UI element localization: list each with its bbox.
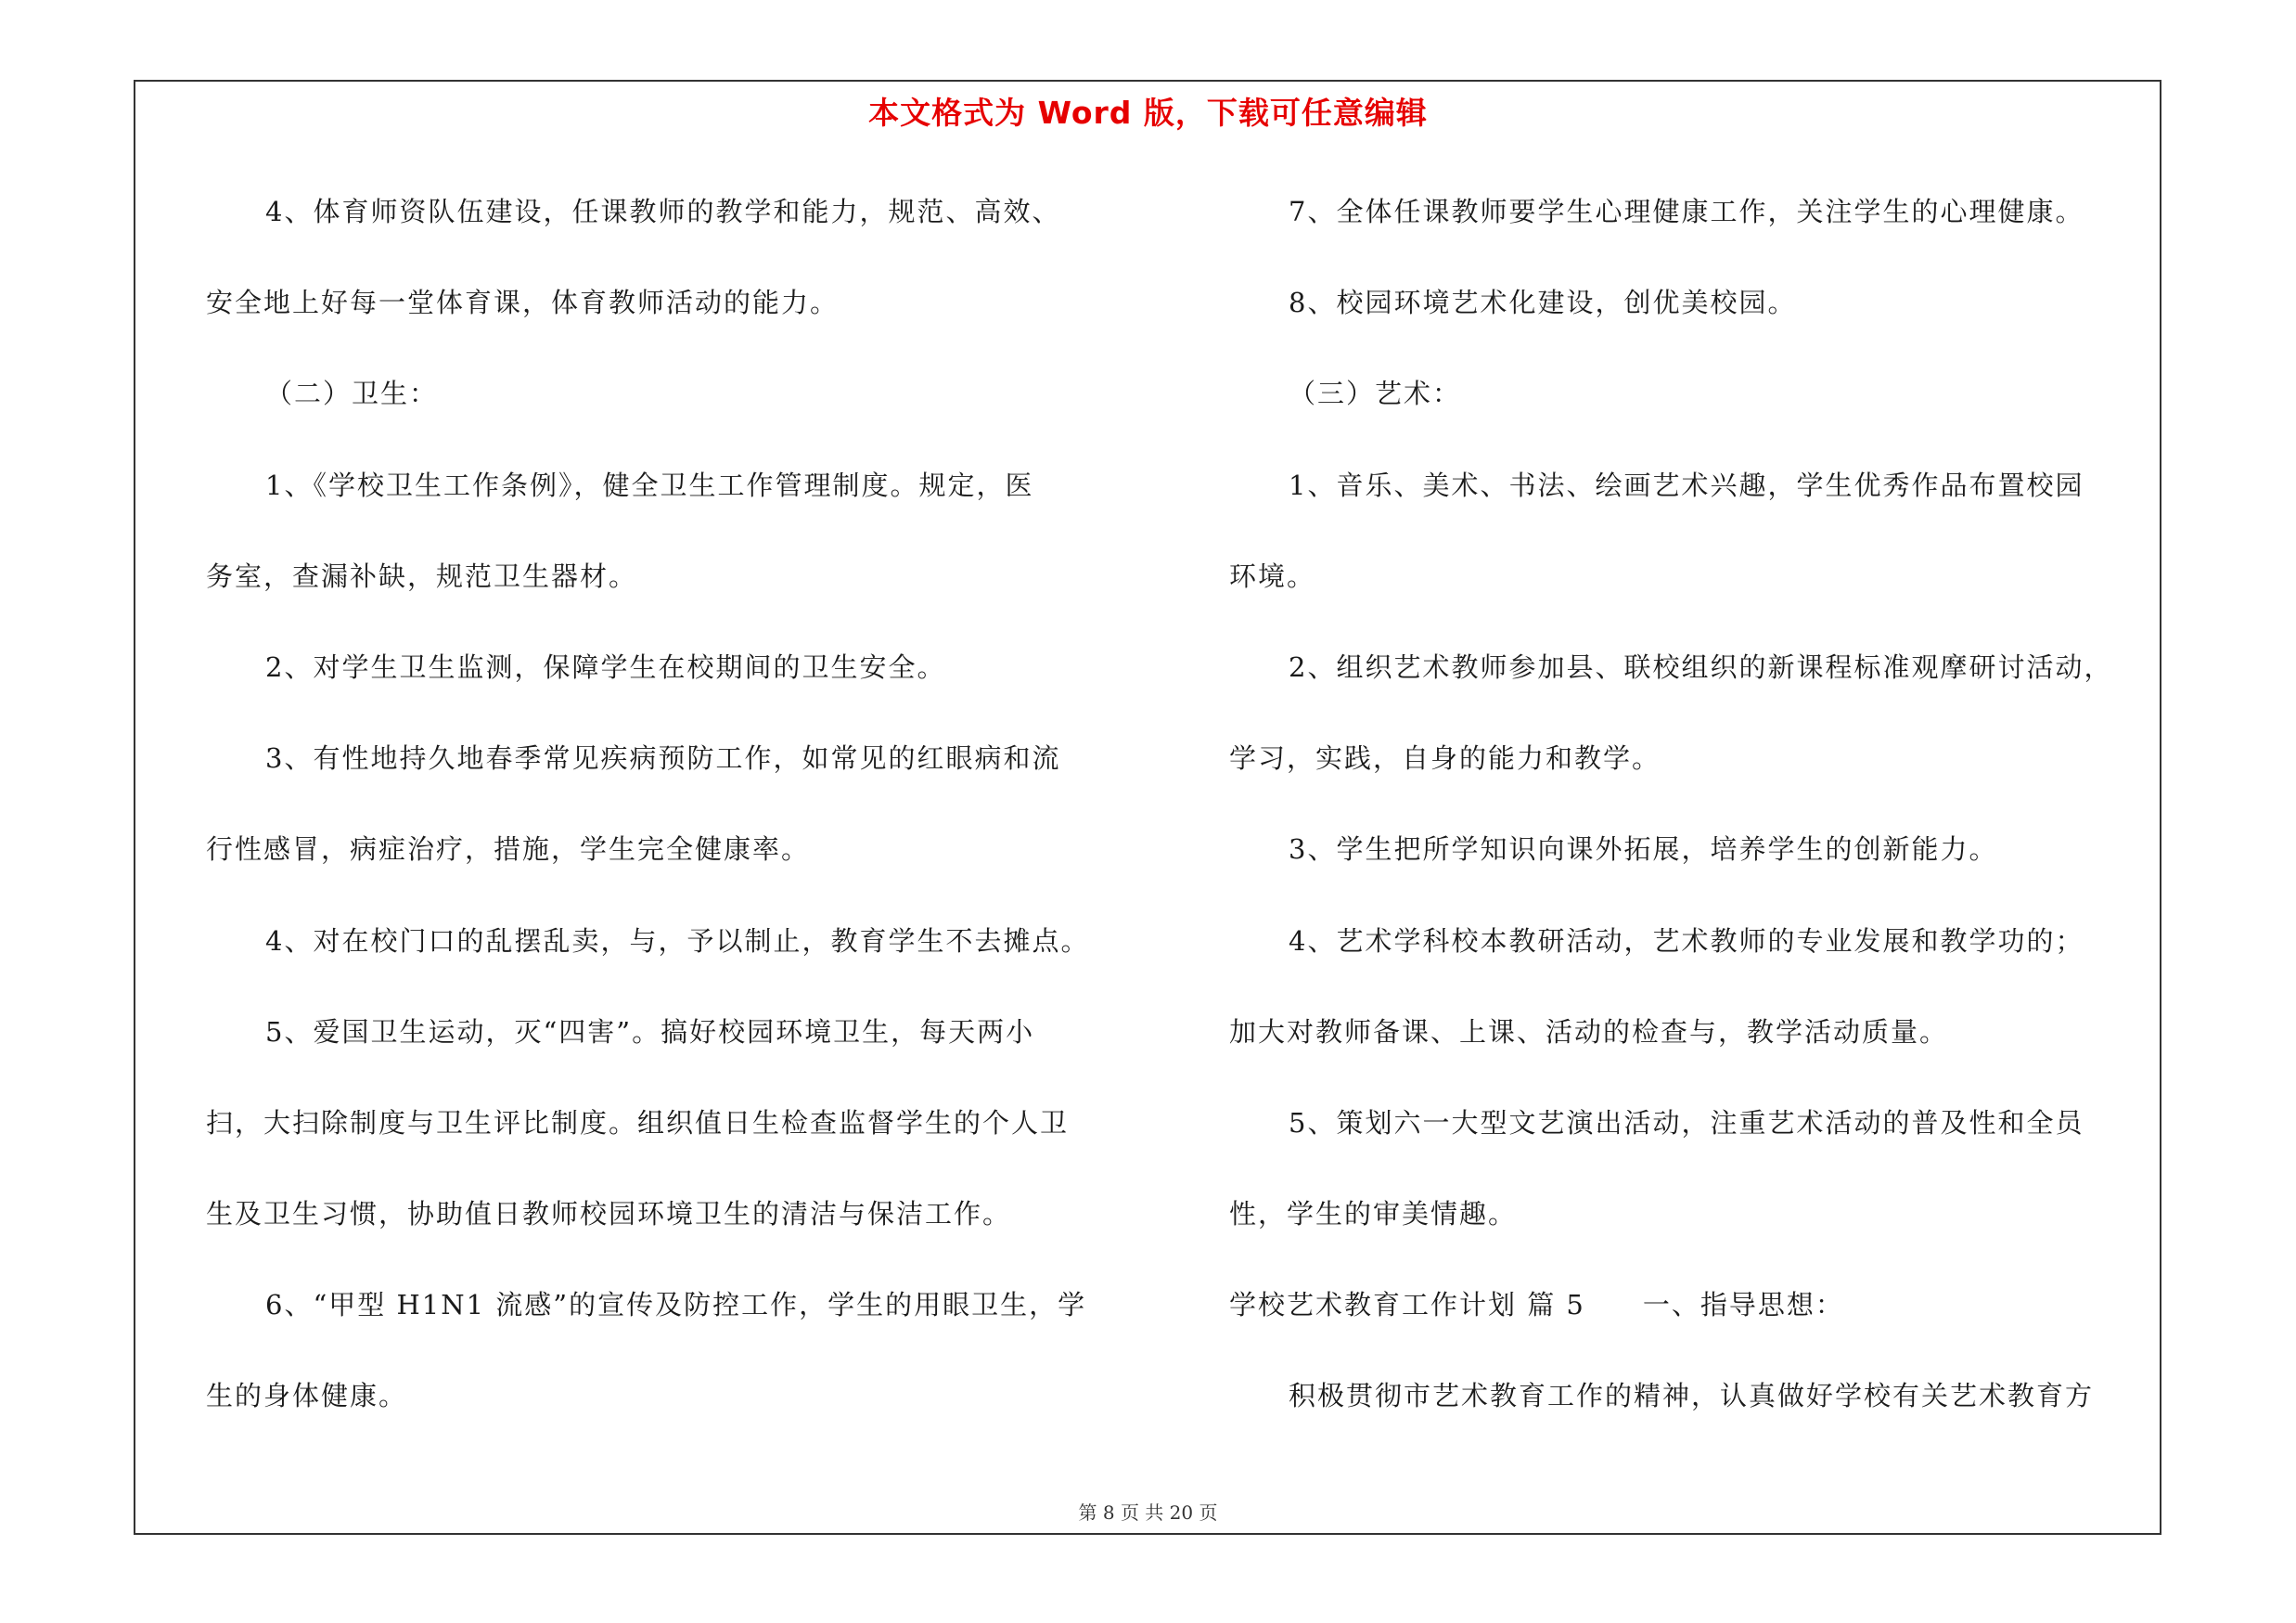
text-line: 生的身体健康。 [206, 1380, 408, 1412]
text-line: 扫，大扫除制度与卫生评比制度。组织值日生检查监督学生的个人卫 [206, 1106, 1070, 1139]
text-line: 4、体育师资队伍建设，任课教师的教学和能力，规范、高效、 [265, 196, 1061, 227]
text-line: 性，学生的审美情趣。 [1229, 1198, 1518, 1230]
text-line: 2、对学生卫生监测，保障学生在校期间的卫生安全。 [265, 650, 946, 683]
text-line: （二）卫生： [265, 378, 439, 410]
text-line: 行性感冒，病症治疗，措施，学生完全健康率。 [206, 833, 811, 866]
text-line: 5、策划六一大型文艺演出活动，注重艺术活动的普及性和全员 [1289, 1106, 2084, 1139]
text-line: 5、爱国卫生运动，灭“四害”。搞好校园环境卫生，每天两小 [265, 1015, 1035, 1048]
text-line: 4、对在校门口的乱摆乱卖，与，予以制止，教育学生不去摊点。 [265, 924, 1090, 957]
text-line: 积极贯彻市艺术教育工作的精神，认真做好学校有关艺术教育方 [1289, 1380, 2095, 1412]
text-line: 加大对教师备课、上课、活动的检查与，教学活动质量。 [1229, 1015, 1949, 1048]
text-line: 务室，查漏补缺，规范卫生器材。 [206, 560, 638, 592]
text-line: 环境。 [1229, 560, 1316, 592]
text-line: 学习，实践，自身的能力和教学。 [1229, 742, 1661, 775]
right-column [1229, 182, 2157, 1458]
text-line: 8、校园环境艺术化建设，创优美校园。 [1289, 287, 1797, 319]
left-column [206, 182, 1134, 1458]
header-banner: 本文格式为 Word 版，下载可任意编辑 [868, 95, 1428, 131]
text-line: 生及卫生习惯，协助值日教师校园环境卫生的清洁与保洁工作。 [206, 1198, 1012, 1230]
text-line: （三）艺术： [1289, 378, 1462, 410]
page-number: 第 8 页 共 20 页 [1078, 1501, 1218, 1524]
text-line: 7、全体任课教师要学生心理健康工作，关注学生的心理健康。 [1289, 196, 2084, 227]
text-line: 1、音乐、美术、书法、绘画艺术兴趣，学生优秀作品布置校园 [1289, 469, 2084, 501]
text-line: 3、有性地持久地春季常见疾病预防工作，如常见的红眼病和流 [265, 742, 1061, 775]
text-line: 4、艺术学科校本教研活动，艺术教师的专业发展和教学功的； [1289, 924, 2084, 957]
text-line: 3、学生把所学知识向课外拓展，培养学生的创新能力。 [1289, 833, 1998, 866]
text-line: 学校艺术教育工作计划 篇 5 一、指导思想： [1229, 1289, 1844, 1321]
text-line: 2、组织艺术教师参加县、联校组织的新课程标准观摩研讨活动， [1289, 650, 2113, 683]
text-line: 1、《学校卫生工作条例》，健全卫生工作管理制度。规定，医 [265, 469, 1034, 501]
text-line: 6、“甲型 H1N1 流感”的宣传及防控工作，学生的用眼卫生，学 [265, 1289, 1087, 1321]
text-line: 安全地上好每一堂体育课，体育教师活动的能力。 [206, 287, 840, 319]
